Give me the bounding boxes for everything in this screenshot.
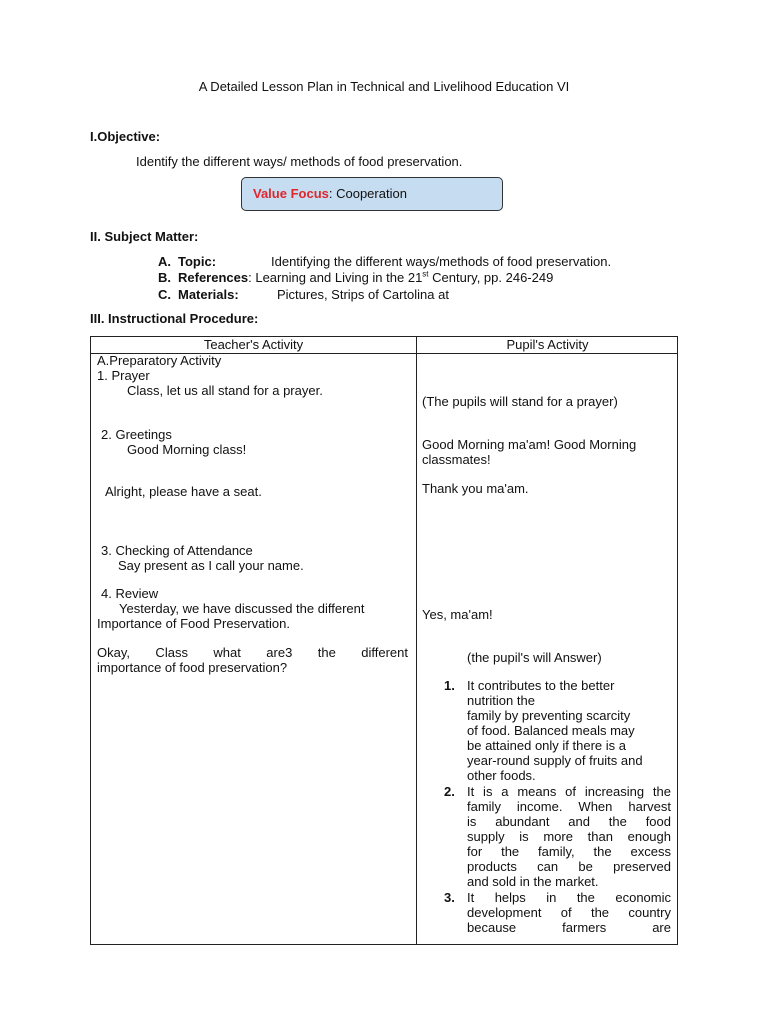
teacher-review-heading: 4. Review <box>101 586 159 601</box>
teacher-question-line1: Okay, Class what are3 the different <box>97 645 408 660</box>
pupil-greeting-line1: Good Morning ma'am! Good Morning <box>422 437 637 452</box>
teacher-greetings-heading: 2. Greetings <box>101 427 172 442</box>
procedure-table <box>90 336 678 945</box>
teacher-prayer-text: Class, let us all stand for a prayer. <box>127 383 323 398</box>
subject-item-materials <box>158 287 239 302</box>
pupil-greeting-line2: classmates! <box>422 452 491 467</box>
subject-item-topic <box>158 254 216 269</box>
answer-line: because farmers are <box>467 920 671 935</box>
teacher-prep-heading: A.Preparatory Activity <box>97 353 222 368</box>
value-focus-box <box>241 177 503 211</box>
col-header-teacher: Teacher's Activity <box>203 337 304 352</box>
answer-line: and sold in the market. <box>467 874 599 889</box>
answer-line: family by preventing scarcity <box>467 708 631 723</box>
answer-line: development of the country <box>467 905 671 920</box>
value-focus-value: : Cooperation <box>328 186 407 201</box>
subject-item-label: Topic: <box>178 254 217 269</box>
answer-number: 1. <box>444 678 455 693</box>
objective-heading: I.Objective: <box>90 129 161 144</box>
objective-text: Identify the different ways/ methods of food preservation. <box>136 154 463 169</box>
answer-line: of food. Balanced meals may <box>467 723 635 738</box>
superscript: st <box>422 269 429 279</box>
teacher-review-line2: Importance of Food Preservation. <box>97 616 290 631</box>
subject-item-value-end: Century, pp. 246-249 <box>428 270 554 285</box>
answer-number: 2. <box>444 784 455 799</box>
answer-line: be attained only if there is a <box>467 738 626 753</box>
teacher-prayer-heading: 1. Prayer <box>97 368 150 383</box>
answer-line: family income. When harvest <box>467 799 671 814</box>
answer-line: It contributes to the better <box>467 678 615 693</box>
answer-line: supply is more than enough <box>467 829 671 844</box>
subject-item-label: References <box>178 270 249 285</box>
answer-2-text <box>467 784 671 889</box>
subject-item-value: : Learning and Living in the 21 <box>248 270 423 285</box>
answer-line: is abundant and the food <box>467 814 671 829</box>
page-title: A Detailed Lesson Plan in Technical and Livelihood Education VI <box>198 79 570 94</box>
answer-3-text <box>467 890 671 935</box>
answer-line: other foods. <box>467 768 536 783</box>
subject-item-num: B. <box>158 270 171 285</box>
pupil-prayer-text: (The pupils will stand for a prayer) <box>422 394 618 409</box>
answer-line: products can be preserved <box>467 859 671 874</box>
pupil-review-text: Yes, ma'am! <box>422 607 493 622</box>
answer-1-text <box>467 678 671 783</box>
pupil-answer-intro: (the pupil's will Answer) <box>467 650 602 665</box>
value-focus-label: Value Focus <box>253 186 329 201</box>
column-divider <box>416 337 417 944</box>
subject-item-references <box>158 270 553 285</box>
procedure-heading: III. Instructional Procedure: <box>90 311 259 326</box>
answer-line: It helps in the economic <box>467 890 671 905</box>
subject-item-topic-value: Identifying the different ways/methods of food preservation. <box>271 254 612 269</box>
subject-item-num: A. <box>158 254 171 269</box>
teacher-greetings-text: Good Morning class! <box>127 442 247 457</box>
teacher-attendance-text: Say present as I call your name. <box>118 558 304 573</box>
teacher-review-line1: Yesterday, we have discussed the different <box>119 601 365 616</box>
answer-line: year-round supply of fruits and <box>467 753 643 768</box>
subject-item-num: C. <box>158 287 171 302</box>
answer-line: nutrition the <box>467 693 535 708</box>
subject-item-materials-value: Pictures, Strips of Cartolina at <box>277 287 449 302</box>
teacher-seat-text: Alright, please have a seat. <box>105 484 262 499</box>
col-header-pupil: Pupil's Activity <box>506 337 589 352</box>
answer-line: for the family, the excess <box>467 844 671 859</box>
teacher-question-line2: importance of food preservation? <box>97 660 288 675</box>
subject-matter-heading: II. Subject Matter: <box>90 229 199 244</box>
teacher-attendance-heading: 3. Checking of Attendance <box>101 543 253 558</box>
pupil-seat-text: Thank you ma'am. <box>422 481 529 496</box>
subject-item-label: Materials: <box>178 287 239 302</box>
answer-line: It is a means of increasing the <box>467 784 671 799</box>
answer-number: 3. <box>444 890 455 905</box>
